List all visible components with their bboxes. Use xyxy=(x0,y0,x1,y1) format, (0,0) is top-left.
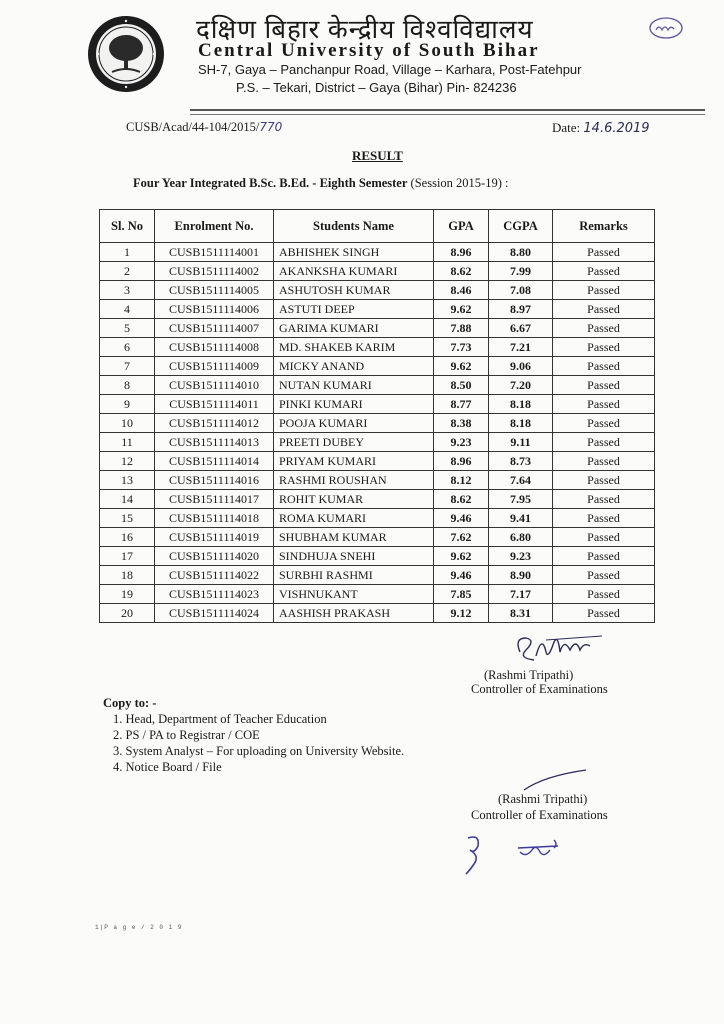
enrolment-cell: CUSB1511114010 xyxy=(155,376,274,395)
gpa-cell: 9.12 xyxy=(434,604,489,623)
sl-no-cell: 13 xyxy=(100,471,155,490)
list-item: 4. Notice Board / File xyxy=(113,760,222,774)
table-row xyxy=(100,566,655,585)
cgpa-cell: 7.99 xyxy=(489,262,553,281)
column-header-remarks: Remarks xyxy=(553,210,655,243)
student-name-cell: RASHMI ROUSHAN xyxy=(274,471,434,490)
university-logo xyxy=(86,14,166,94)
enrolment-cell: CUSB1511114005 xyxy=(155,281,274,300)
table-row xyxy=(100,452,655,471)
sl-no-cell: 16 xyxy=(100,528,155,547)
sl-no-cell: 6 xyxy=(100,338,155,357)
page-footer: 1|P a g e / 2 0 1 9 xyxy=(95,924,183,931)
gpa-cell: 9.46 xyxy=(434,566,489,585)
gpa-cell: 9.62 xyxy=(434,357,489,376)
table-header-row xyxy=(100,210,655,243)
remarks-cell: Passed xyxy=(553,452,655,471)
enrolment-cell: CUSB1511114024 xyxy=(155,604,274,623)
column-header-enrolment: Enrolment No. xyxy=(155,210,274,243)
gpa-cell: 9.62 xyxy=(434,300,489,319)
issue-date xyxy=(552,120,650,136)
enrolment-cell: CUSB1511114007 xyxy=(155,319,274,338)
cgpa-cell: 7.20 xyxy=(489,376,553,395)
student-name-cell: ASHUTOSH KUMAR xyxy=(274,281,434,300)
student-name-cell: ROMA KUMARI xyxy=(274,509,434,528)
signature-image xyxy=(506,630,606,670)
student-name-cell: PRIYAM KUMARI xyxy=(274,452,434,471)
enrolment-cell: CUSB1511114001 xyxy=(155,243,274,262)
sl-no-cell: 2 xyxy=(100,262,155,281)
column-header-sl-no: Sl. No xyxy=(100,210,155,243)
enrolment-cell: CUSB1511114018 xyxy=(155,509,274,528)
table-row xyxy=(100,471,655,490)
student-name-cell: AKANKSHA KUMARI xyxy=(274,262,434,281)
remarks-cell: Passed xyxy=(553,300,655,319)
session-info: (Session 2015-19) : xyxy=(407,176,509,190)
reference-number xyxy=(126,120,282,135)
cgpa-cell: 8.90 xyxy=(489,566,553,585)
sl-no-cell: 4 xyxy=(100,300,155,319)
enrolment-cell: CUSB1511114016 xyxy=(155,471,274,490)
cgpa-cell: 8.97 xyxy=(489,300,553,319)
cgpa-cell: 8.31 xyxy=(489,604,553,623)
cgpa-cell: 7.95 xyxy=(489,490,553,509)
sl-no-cell: 19 xyxy=(100,585,155,604)
cgpa-cell: 8.18 xyxy=(489,414,553,433)
reference-prefix: CUSB/Acad/44-104/2015/ xyxy=(126,120,260,134)
table-row xyxy=(100,433,655,452)
result-heading: RESULT xyxy=(352,148,403,163)
sl-no-cell: 1 xyxy=(100,243,155,262)
programme-name: Four Year Integrated B.Sc. B.Ed. - Eighth Semester xyxy=(133,176,408,190)
header-divider xyxy=(190,109,705,111)
cgpa-cell: 9.41 xyxy=(489,509,553,528)
gpa-cell: 9.46 xyxy=(434,509,489,528)
enrolment-cell: CUSB1511114013 xyxy=(155,433,274,452)
sl-no-cell: 9 xyxy=(100,395,155,414)
remarks-cell: Passed xyxy=(553,414,655,433)
enrolment-cell: CUSB1511114017 xyxy=(155,490,274,509)
sl-no-cell: 11 xyxy=(100,433,155,452)
university-name-hindi: दक्षिण बिहार केन्द्रीय विश्वविद्यालय xyxy=(196,15,534,44)
university-name-english: Central University of South Bihar xyxy=(198,40,540,61)
remarks-cell: Passed xyxy=(553,509,655,528)
enrolment-cell: CUSB1511114019 xyxy=(155,528,274,547)
list-item: 1. Head, Department of Teacher Education xyxy=(113,712,327,726)
table-row xyxy=(100,509,655,528)
gpa-cell: 8.96 xyxy=(434,243,489,262)
enrolment-cell: CUSB1511114020 xyxy=(155,547,274,566)
gpa-cell: 8.12 xyxy=(434,471,489,490)
gpa-cell: 8.62 xyxy=(434,262,489,281)
cgpa-cell: 7.08 xyxy=(489,281,553,300)
table-row xyxy=(100,357,655,376)
column-header-cgpa: CGPA xyxy=(489,210,553,243)
student-name-cell: AASHISH PRAKASH xyxy=(274,604,434,623)
enrolment-cell: CUSB1511114014 xyxy=(155,452,274,471)
table-row xyxy=(100,300,655,319)
cgpa-cell: 6.80 xyxy=(489,528,553,547)
date-label: Date: xyxy=(552,120,581,135)
signatory-name: (Rashmi Tripathi) xyxy=(484,668,574,682)
sl-no-cell: 17 xyxy=(100,547,155,566)
sl-no-cell: 15 xyxy=(100,509,155,528)
table-row xyxy=(100,547,655,566)
table-row xyxy=(100,243,655,262)
student-name-cell: ROHIT KUMAR xyxy=(274,490,434,509)
student-name-cell: POOJA KUMARI xyxy=(274,414,434,433)
remarks-cell: Passed xyxy=(553,395,655,414)
gpa-cell: 8.38 xyxy=(434,414,489,433)
student-name-cell: ASTUTI DEEP xyxy=(274,300,434,319)
list-item: 2. PS / PA to Registrar / COE xyxy=(113,728,260,742)
remarks-cell: Passed xyxy=(553,376,655,395)
handwritten-stamp-icon xyxy=(648,16,684,40)
remarks-cell: Passed xyxy=(553,262,655,281)
column-header-student-name: Students Name xyxy=(274,210,434,243)
list-item: 3. System Analyst – For uploading on University Website. xyxy=(113,744,405,758)
date-value: 14.6.2019 xyxy=(583,121,650,136)
student-name-cell: GARIMA KUMARI xyxy=(274,319,434,338)
remarks-cell: Passed xyxy=(553,490,655,509)
gpa-cell: 9.23 xyxy=(434,433,489,452)
table-row xyxy=(100,585,655,604)
table-row xyxy=(100,376,655,395)
sl-no-cell: 14 xyxy=(100,490,155,509)
copy-to-list xyxy=(113,711,404,775)
programme-subtitle xyxy=(133,176,508,191)
table-row xyxy=(100,395,655,414)
gpa-cell: 7.88 xyxy=(434,319,489,338)
cgpa-cell: 8.18 xyxy=(489,395,553,414)
remarks-cell: Passed xyxy=(553,281,655,300)
cgpa-cell: 7.17 xyxy=(489,585,553,604)
cgpa-cell: 8.73 xyxy=(489,452,553,471)
enrolment-cell: CUSB1511114023 xyxy=(155,585,274,604)
gpa-cell: 8.50 xyxy=(434,376,489,395)
remarks-cell: Passed xyxy=(553,547,655,566)
remarks-cell: Passed xyxy=(553,585,655,604)
student-name-cell: NUTAN KUMARI xyxy=(274,376,434,395)
sl-no-cell: 12 xyxy=(100,452,155,471)
sl-no-cell: 8 xyxy=(100,376,155,395)
sl-no-cell: 7 xyxy=(100,357,155,376)
remarks-cell: Passed xyxy=(553,319,655,338)
enrolment-cell: CUSB1511114002 xyxy=(155,262,274,281)
handwritten-initials-image xyxy=(458,830,578,876)
copy-to-label: Copy to: - xyxy=(103,696,157,710)
enrolment-cell: CUSB1511114009 xyxy=(155,357,274,376)
student-name-cell: MD. SHAKEB KARIM xyxy=(274,338,434,357)
sl-no-cell: 18 xyxy=(100,566,155,585)
signature-stroke-image xyxy=(520,768,590,792)
table-row xyxy=(100,528,655,547)
enrolment-cell: CUSB1511114008 xyxy=(155,338,274,357)
sl-no-cell: 3 xyxy=(100,281,155,300)
gpa-cell: 7.73 xyxy=(434,338,489,357)
table-row xyxy=(100,604,655,623)
cgpa-cell: 9.23 xyxy=(489,547,553,566)
enrolment-cell: CUSB1511114022 xyxy=(155,566,274,585)
remarks-cell: Passed xyxy=(553,243,655,262)
cgpa-cell: 6.67 xyxy=(489,319,553,338)
gpa-cell: 8.77 xyxy=(434,395,489,414)
student-name-cell: ABHISHEK SINGH xyxy=(274,243,434,262)
table-row xyxy=(100,262,655,281)
cgpa-cell: 7.21 xyxy=(489,338,553,357)
remarks-cell: Passed xyxy=(553,357,655,376)
student-name-cell: VISHNUKANT xyxy=(274,585,434,604)
table-row xyxy=(100,281,655,300)
sl-no-cell: 10 xyxy=(100,414,155,433)
reference-handwritten-number: 770 xyxy=(259,120,283,134)
table-row xyxy=(100,490,655,509)
cgpa-cell: 9.06 xyxy=(489,357,553,376)
result-table xyxy=(99,209,655,623)
gpa-cell: 8.96 xyxy=(434,452,489,471)
remarks-cell: Passed xyxy=(553,471,655,490)
gpa-cell: 7.62 xyxy=(434,528,489,547)
table-row xyxy=(100,338,655,357)
student-name-cell: SURBHI RASHMI xyxy=(274,566,434,585)
gpa-cell: 8.46 xyxy=(434,281,489,300)
sl-no-cell: 5 xyxy=(100,319,155,338)
student-name-cell: PREETI DUBEY xyxy=(274,433,434,452)
signatory-name-2: (Rashmi Tripathi) xyxy=(498,792,588,806)
column-header-gpa: GPA xyxy=(434,210,489,243)
cgpa-cell: 7.64 xyxy=(489,471,553,490)
cgpa-cell: 9.11 xyxy=(489,433,553,452)
table-row xyxy=(100,414,655,433)
enrolment-cell: CUSB1511114006 xyxy=(155,300,274,319)
signatory-title: Controller of Examinations xyxy=(471,682,608,696)
student-name-cell: SINDHUJA SNEHI xyxy=(274,547,434,566)
table-row xyxy=(100,319,655,338)
signatory-title-2: Controller of Examinations xyxy=(471,808,608,822)
address-line-1: SH-7, Gaya – Panchanpur Road, Village – Karhara, Post-Fatehpur xyxy=(198,62,582,77)
student-name-cell: SHUBHAM KUMAR xyxy=(274,528,434,547)
remarks-cell: Passed xyxy=(553,566,655,585)
remarks-cell: Passed xyxy=(553,604,655,623)
cgpa-cell: 8.80 xyxy=(489,243,553,262)
remarks-cell: Passed xyxy=(553,338,655,357)
remarks-cell: Passed xyxy=(553,528,655,547)
enrolment-cell: CUSB1511114011 xyxy=(155,395,274,414)
address-line-2: P.S. – Tekari, District – Gaya (Bihar) Pin- 824236 xyxy=(236,80,517,95)
student-name-cell: MICKY ANAND xyxy=(274,357,434,376)
header-divider-thin xyxy=(190,114,705,115)
gpa-cell: 9.62 xyxy=(434,547,489,566)
student-name-cell: PINKI KUMARI xyxy=(274,395,434,414)
enrolment-cell: CUSB1511114012 xyxy=(155,414,274,433)
gpa-cell: 7.85 xyxy=(434,585,489,604)
gpa-cell: 8.62 xyxy=(434,490,489,509)
remarks-cell: Passed xyxy=(553,433,655,452)
sl-no-cell: 20 xyxy=(100,604,155,623)
